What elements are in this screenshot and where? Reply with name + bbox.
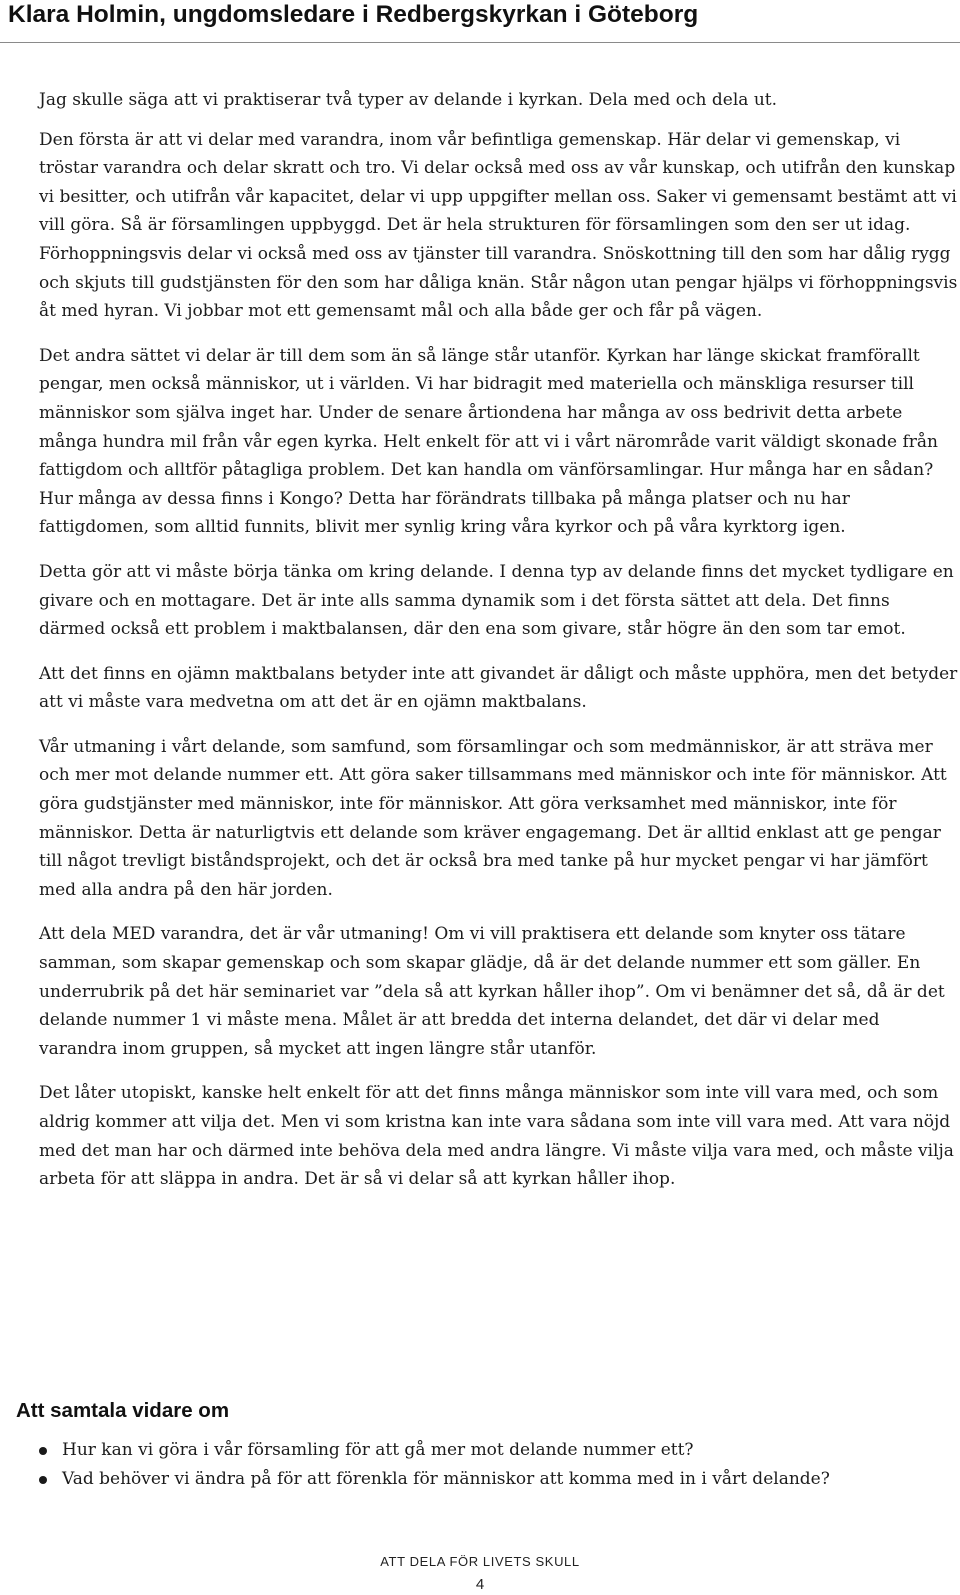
paragraph: Att det finns en ojämn maktbalans betyder inte att givandet är dåligt och måste upphöra, men det betyder att vi måste vara medvetna om att det är en ojämn maktbalans. (39, 663, 958, 713)
bullet-icon (39, 1447, 47, 1455)
article-body (39, 86, 959, 1210)
paragraph: Att dela MED varandra, det är vår utmaning! Om vi vill praktisera ett delande som knyter oss tätare samman, som skapar gemenskap och som skapar glädje, då är det delande nummer ett som gäller. En underrubrik på det här seminariet var ”dela så att kyrkan håller ihop”. Om vi benämner det så, då är det delande nummer 1 vi måste mena. Målet är att bredda det interna delandet, det där vi delar med varandra inom gruppen, så mycket att ingen längre står utanför. (39, 924, 945, 1059)
paragraph: Den första är att vi delar med varandra, inom vår befintliga gemenskap. Här delar vi gemenskap, vi tröstar varandra och delar skratt och tro. Vi delar också med oss av vår kunskap, och utifrån den kunskap vi besitter, och utifrån vår kapacitet, delar vi upp uppgifter mellan oss. Saker vi gemensamt bestämt att vi vill göra. Så är församlingen uppbyggd. Det är hela strukturen för församlingen som den ser ut idag. Förhoppningsvis delar vi också med oss av tjänster till varandra. Snöskottning till den som har dålig rygg och skjuts till gudstjänsten för den som har dåliga knän. Står någon utan pengar hjälps vi förhoppningsvis åt med hyran. Vi jobbar mot ett gemensamt mål och alla både ger och får på vägen. (39, 129, 958, 322)
question-text: Hur kan vi göra i vår församling för att gå mer mot delande nummer ett? (62, 1440, 694, 1460)
list-item (39, 1465, 830, 1494)
paragraph: Det andra sättet vi delar är till dem som än så länge står utanför. Kyrkan har länge skickat framförallt pengar, men också människor, ut i världen. Vi har bidragit med materiella och mänskliga resurser till människor som själva inget har. Under de senare årtiondena har många av oss bedrivit detta arbete många hundra mil från vår egen kyrka. Helt enkelt för att vi i vårt närområde varit väldigt skonade från fattigdom och alltför påtagliga problem. Det kan handla om vänförsamlingar. Hur många har en sådan? Hur många av dessa finns i Kongo? Detta har förändrats tillbaka på många platser och nu har fattigdomen, som alltid funnits, blivit mer synlig kring våra kyrkor och på våra kyrktorg igen. (39, 345, 938, 538)
paragraph: Jag skulle säga att vi praktiserar två typer av delande i kyrkan. Dela med och dela ut. (39, 90, 778, 110)
paragraph: Vår utmaning i vårt delande, som samfund, som församlingar och som medmänniskor, är att sträva mer och mer mot delande nummer ett. Att göra saker tillsammans med människor och inte för människor. Att göra gudstjänster med människor, inte för människor. Att göra verksamhet med människor, inte för människor. Detta är naturligtvis ett delande som kräver engagemang. Det är alltid enklast att ge pengar till något trevligt biståndsprojekt, och det är också bra med tanke på hur mycket pengar vi har jämfört med alla andra på den här jorden. (39, 736, 947, 900)
list-item (39, 1436, 830, 1465)
question-text: Vad behöver vi ändra på för att förenkla för människor att komma med in i vårt delande? (62, 1468, 830, 1489)
page-number: 4 (475, 1576, 485, 1593)
page-header (0, 0, 960, 43)
discussion-questions (39, 1436, 830, 1493)
discussion-heading: Att samtala vidare om (16, 1399, 230, 1422)
paragraph: Detta gör att vi måste börja tänka om kring delande. I denna typ av delande finns det mycket tydligare en givare och en mottagare. Det är inte alls samma dynamik som i det första sättet att dela. Det finns därmed också ett problem i maktbalansen, där den ena som givare, står högre än den som tar emot. (39, 561, 954, 640)
page-title: Klara Holmin, ungdomsledare i Redbergskyrkan i Göteborg (8, 1, 699, 28)
bullet-icon (39, 1476, 47, 1484)
paragraph: Det låter utopiskt, kanske helt enkelt för att det finns många människor som inte vill vara med, och som aldrig kommer att vilja det. Men vi som kristna kan inte vara sådana som inte vill vara med. Att vara nöjd med det man har och därmed inte behöva dela med andra längre. Vi måste vilja vara med, och måste vilja arbeta för att släppa in andra. Det är så vi delar så att kyrkan håller ihop. (39, 1083, 954, 1190)
footer-publication-title: ATT DELA FÖR LIVETS SKULL (380, 1554, 580, 1569)
